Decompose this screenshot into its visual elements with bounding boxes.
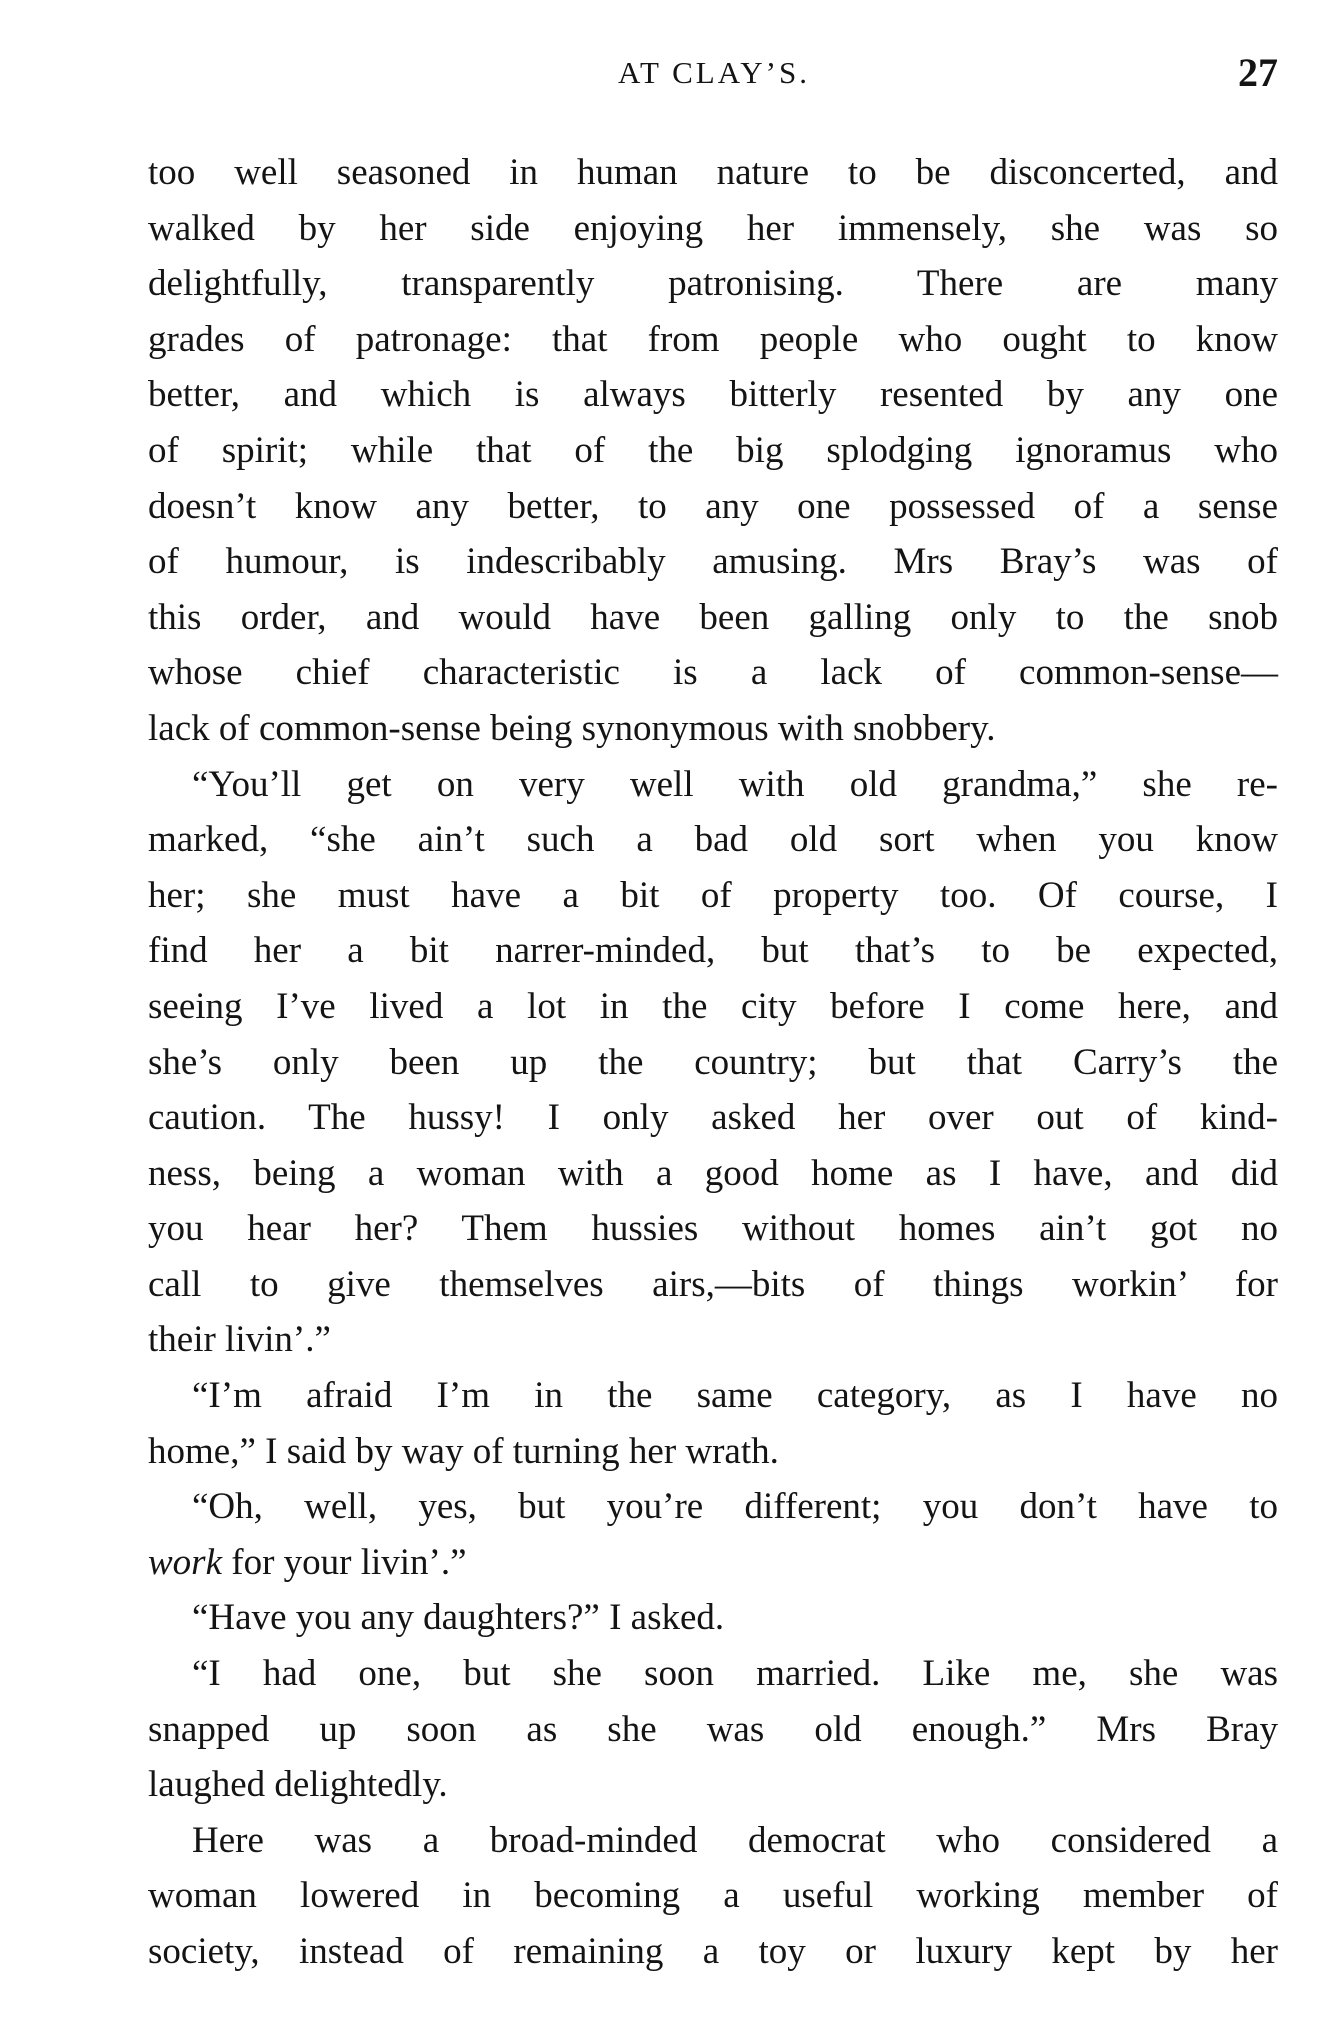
text-line: “I’m afraid I’m in the same category, as I have no — [192, 1375, 1278, 1417]
page-number: 27 — [1238, 50, 1278, 95]
text-line: delightfully, transparently patronising. There are many — [148, 263, 1278, 305]
text-line: woman lowered in becoming a useful working member of — [148, 1875, 1278, 1917]
text-line: you hear her? Them hussies without homes ain’t got no — [148, 1208, 1278, 1250]
text-line: doesn’t know any better, to any one possessed of a sense — [148, 485, 1278, 527]
body-text — [148, 145, 1278, 1980]
paragraph — [148, 1590, 1278, 1646]
text-fragment: for your livin’.” — [222, 1541, 467, 1583]
running-title: AT CLAY’S. — [618, 55, 810, 90]
text-line: better, and which is always bitterly resented by any one — [148, 374, 1278, 416]
italic-word: work — [148, 1541, 222, 1583]
paragraph — [148, 1479, 1278, 1590]
paragraph — [148, 145, 1278, 757]
paragraph — [148, 1368, 1278, 1479]
text-line: too well seasoned in human nature to be disconcerted, and — [148, 152, 1278, 193]
paragraph — [148, 1646, 1278, 1813]
text-line: “Oh, well, yes, but you’re different; you don’t have to — [192, 1486, 1278, 1528]
text-line: society, instead of remaining a toy or luxury kept by her — [148, 1931, 1278, 1972]
text-line: Here was a broad-minded democrat who considered a — [192, 1819, 1278, 1861]
text-line: “You’ll get on very well with old grandma,” she re- — [192, 763, 1278, 805]
text-line: their livin’.” — [148, 1319, 331, 1361]
text-line: laughed delightedly. — [148, 1764, 448, 1806]
text-line: ness, being a woman with a good home as I have, and did — [148, 1152, 1278, 1194]
text-line: of humour, is indescribably amusing. Mrs Bray’s was of — [148, 541, 1278, 583]
text-line: “Have you any daughters?” I asked. — [192, 1597, 725, 1639]
paragraph — [148, 757, 1278, 1369]
text-line: seeing I’ve lived a lot in the city before I come here, and — [148, 985, 1278, 1027]
text-line: caution. The hussy! I only asked her over out of kind- — [148, 1097, 1278, 1139]
text-line — [148, 1535, 1278, 1591]
text-line: snapped up soon as she was old enough.” Mrs Bray — [148, 1708, 1278, 1750]
text-line: home,” I said by way of turning her wrath. — [148, 1430, 779, 1472]
running-head — [150, 48, 1278, 98]
text-line: “I had one, but she soon married. Like me, she was — [192, 1653, 1278, 1695]
text-line: this order, and would have been galling only to the snob — [148, 596, 1278, 638]
text-line: walked by her side enjoying her immensely, she was so — [148, 207, 1278, 249]
paragraph — [148, 1813, 1278, 1980]
text-line: marked, “she ain’t such a bad old sort when you know — [148, 819, 1278, 861]
text-line: call to give themselves airs,—bits of things workin’ for — [148, 1263, 1278, 1305]
text-line: find her a bit narrer-minded, but that’s to be expected, — [148, 930, 1278, 972]
text-line: grades of patronage: that from people who ought to know — [148, 318, 1278, 360]
text-line: whose chief characteristic is a lack of common-sense— — [148, 652, 1278, 694]
text-line: of spirit; while that of the big splodging ignoramus who — [148, 429, 1278, 471]
text-line: lack of common-sense being synonymous with snobbery. — [148, 707, 996, 749]
text-line: she’s only been up the country; but that Carry’s the — [148, 1041, 1278, 1083]
text-line: her; she must have a bit of property too. Of course, I — [148, 874, 1278, 916]
